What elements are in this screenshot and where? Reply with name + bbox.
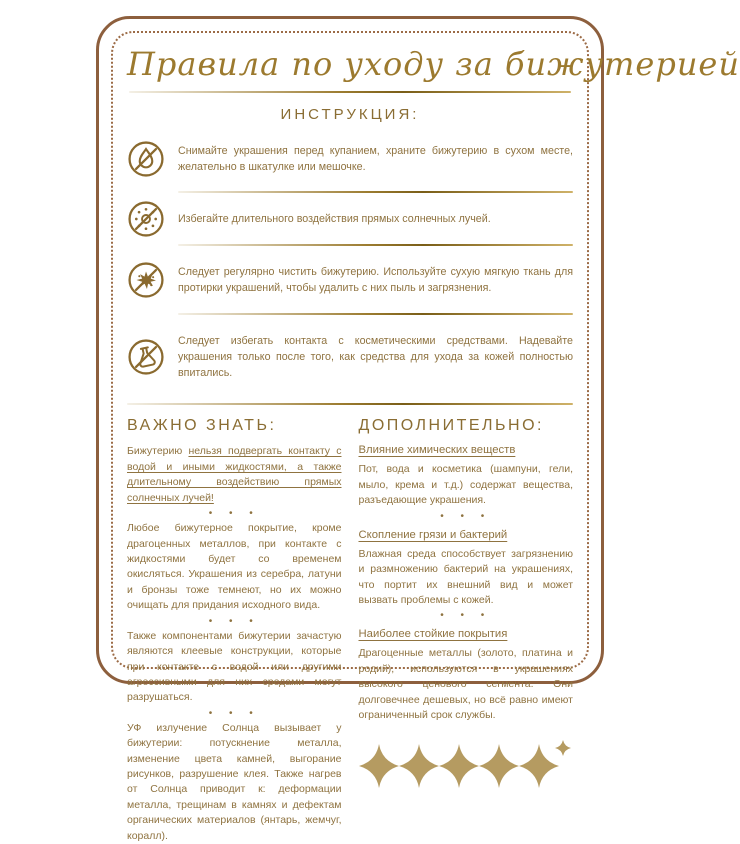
sparkle-star-icon [479, 744, 519, 788]
sparkle-star-icon [359, 744, 399, 788]
instruction-text: Избегайте длительного воздействия прямых солнечных лучей. [178, 213, 491, 226]
two-column-section [127, 407, 573, 844]
instruction-item [127, 193, 573, 244]
jewelry-care-card [96, 16, 740, 842]
important-paragraph: Также компонентами бижутерии зачастую являются клеевые конструкции, которые при контакте с водой или другими агрессивными для них средами могут разрушаться. [127, 629, 342, 704]
additional-paragraph: Пот, вода и косметика (шампуни, гели, мыло, крема и т.д.) содержат вещества, разъедающие украшения. [358, 463, 573, 507]
additional-subheading: Наиболее стойкие покрытия [358, 628, 508, 641]
no-dust-icon [127, 261, 165, 299]
additional-subheading: Скопление грязи и бактерий [358, 528, 508, 541]
sparkle-star-icon [399, 744, 439, 788]
additional-paragraph: Драгоценные металлы (золото, платина и родий), используются в украшениях высокого ценового сегмента. Они долговечнее дешевых, но всё равно имеют ограниченный срок службы. [358, 647, 573, 722]
additional-column [359, 407, 574, 844]
paragraph-text: Бижутерию [127, 445, 189, 458]
dots-separator: • • • [208, 707, 260, 719]
instruction-text: Следует избегать контакта с косметическими средствами. Надевайте украшения только после того, как средства для ухода за кожей полностью впитались. [178, 334, 573, 379]
instruction-item [127, 315, 573, 398]
title-divider [129, 91, 571, 93]
no-sunlight-icon [127, 200, 165, 238]
sparkle-star-with-twinkle-icon [519, 740, 571, 788]
dots-separator: • • • [440, 510, 492, 522]
instruction-item [127, 125, 573, 191]
additional-subheading: Влияние химических веществ [358, 444, 516, 457]
important-column [127, 407, 342, 844]
instructions-heading: ИНСТРУКЦИЯ: [280, 106, 420, 123]
additional-heading: ДОПОЛНИТЕЛЬНО: [358, 417, 544, 435]
important-paragraph: УФ излучение Солнца вызывает у бижутерии: потускнение металла, изменение цвета камней, выгорание рисунков, разрушение клея. Также нагрев от Солнца приводит к: деформации металла, трещинам в камнях и дефектам органических материалов (янтарь, жемчуг, коралл). [127, 721, 342, 842]
dots-separator: • • • [440, 610, 492, 622]
dots-separator: • • • [208, 508, 260, 520]
additional-paragraph: Влажная среда способствует загрязнению и размножению бактерий на украшениях, что портит их внешний вид и может вызвать проблемы с кожей. [358, 547, 573, 606]
dots-separator: • • • [208, 615, 260, 627]
important-heading: ВАЖНО ЗНАТЬ: [127, 417, 277, 435]
section-divider [127, 403, 573, 405]
instruction-text: Снимайте украшения перед купанием, храните бижутерию в сухом месте, желательно в шкатулке или мешочке. [178, 144, 573, 173]
underlined-warning-text: нельзя подвергать контакту с водой и иными жидкостями, а также длительному воздействию прямых солнечных лучей! [127, 445, 342, 504]
dotted-border-frame [111, 31, 740, 842]
important-paragraph: Любое бижутерное покрытие, кроме драгоценных металлов, при контакте с жидкостями будет со временем окисляться. Украшения из серебра, латуни и бронзы тоже темнеют, но их можно очищать для придания исходного вида. [127, 522, 342, 612]
no-water-icon [127, 140, 165, 178]
instruction-text: Следует регулярно чистить бижутерию. Используйте сухую мягкую ткань для протирки украшений, чтобы удалить с них пыль и загрязнения. [178, 266, 573, 295]
no-cosmetics-icon [127, 338, 165, 376]
page-title: Правила по уходу за бижутерией [127, 45, 740, 83]
sparkle-star-icon [439, 744, 479, 788]
important-paragraph [127, 444, 342, 506]
instruction-item [127, 246, 573, 312]
sparkle-stars-row [359, 740, 574, 788]
